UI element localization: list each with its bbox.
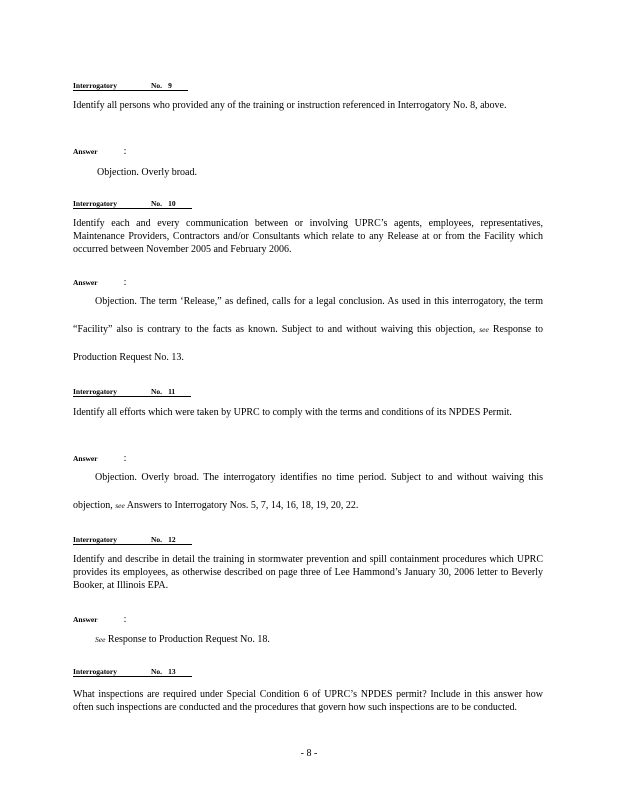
interrogatory-question: Identify all persons who provided any of the training or instruction referenced in Interrogatory No. 8, above. [73, 100, 507, 111]
interrogatory-heading: Interrogatory No. 11 [73, 387, 191, 397]
interrogatory-13 [73, 661, 543, 679]
interrogatory-11 [73, 381, 543, 399]
answer-text: See Response to Production Request No. 18. [95, 634, 270, 645]
answer-label: Answer : [73, 453, 127, 464]
answer-text: Objection. Overly broad. The interrogatory identifies no time period. Subject to and without waiving this objection, see Answers to Interrogatory Nos. 5, 7, 14, 16, 18, 19, 20, 22. [73, 472, 543, 511]
interrogatory-question: Identify each and every communication between or involving UPRC’s agents, employees, representatives, Maintenance Providers, Contractors and/or Consultants which relate to any Release at or from the Facility which occurred between November 2005 and February 2006. [73, 218, 543, 255]
answer-label: Answer : [73, 614, 127, 625]
answer-text: Objection. The term ‘Release,” as defined, calls for a legal conclusion. As used in this interrogatory, the term “Facility” also is contrary to the facts as known. Subject to and without waiving this objection, see Response to Production Request No. 13. [73, 296, 544, 363]
answer-text: Objection. Overly broad. [97, 167, 197, 178]
interrogatory-10 [73, 193, 543, 211]
interrogatory-9 [73, 75, 543, 93]
interrogatory-heading: Interrogatory No. 12 [73, 535, 192, 545]
interrogatory-heading: Interrogatory No. 13 [73, 667, 192, 677]
answer-label: Answer : [73, 146, 127, 157]
answer-label: Answer : [73, 277, 127, 288]
page-number: - 8 - [300, 748, 318, 759]
interrogatory-question: What inspections are required under Special Condition 6 of UPRC’s NPDES permit? Include in this answer how often such inspections are conducted and the procedures that govern how such inspections are to be conducted. [73, 689, 543, 713]
interrogatory-question: Identify and describe in detail the training in stormwater prevention and spill containment procedures which UPRC provides its employees, as otherwise described on page three of Lee Hammond’s January 30, 2006 letter to Beverly Booker, at Illinois EPA. [73, 554, 543, 591]
interrogatory-12 [73, 529, 543, 547]
interrogatory-heading: Interrogatory No. 9 [73, 81, 188, 91]
interrogatory-heading: Interrogatory No. 10 [73, 199, 192, 209]
interrogatory-question: Identify all efforts which were taken by UPRC to comply with the terms and conditions of its NPDES Permit. [73, 407, 512, 418]
